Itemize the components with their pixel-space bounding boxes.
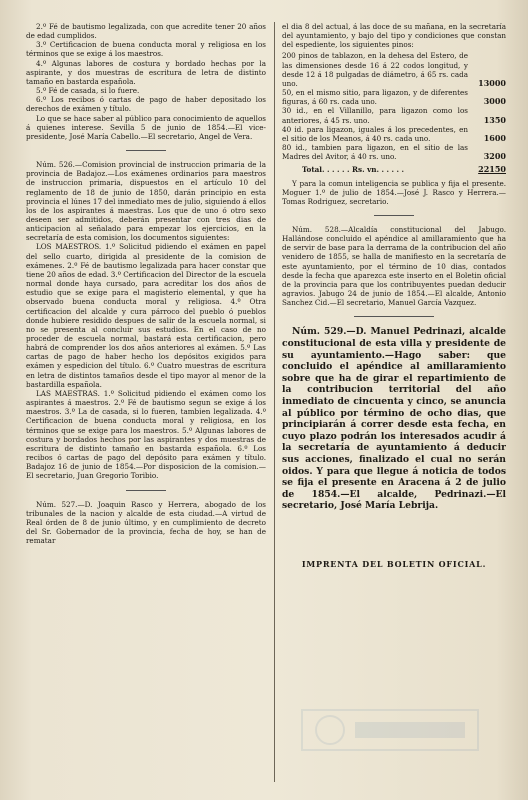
price-description: 30 id., en el Villanillo, para ligazon como los anteriores, á 45 rs. uno. [282,106,468,125]
imprint-line: IMPRENTA DEL BOLETIN OFICIAL. [301,558,487,569]
requirement-4: 4.º Algunas labores de costura y bordado hechas por la aspirante, y dos muestras de escritura de letra de distinto tamaño en bastarda española. [26,58,266,86]
right-column [282,22,506,792]
price-description: 40 id. para ligazon, iguales á los precedentes, en el sitio de los Meanos, á 40 rs. cada uno. [282,124,468,143]
pine-price-table [282,51,506,161]
notice-529: Núm. 529.—D. Manuel Pedrinazi, alcalde constitucional de esta villa y presidente de su ayuntamiento.—Hago saber: que concluido el apéndice al amillaramiento sobre que ha de girar el repartimiento de la contribucion territorial del año inmediato de cincuenta y cinco, se anuncia al público por término de ocho dias, que principiarán á correr desde esta fecha, en cuyo plazo podrán los interesados acudir á la secretaría de ayuntamiento á deducir sus acciones, finalizado el cual no serán oidos. Y para que llegue á noticia de todos se fija el presente en Aracena á 2 de julio de 1854.—El alcalde, Pedrinazi.—El secretario, José María Lebrija. [282,326,506,512]
notice-527-continued: el dia 8 del actual, á las doce de su mañana, en la secretaría del ayuntamiento, y bajo del tipo y condiciones que constan del espediente, los siguientes pinos: [282,22,506,50]
price-description: 200 pinos de tablazon, en la dehesa del Estero, de las dimensiones desde 16 á 22 codos longitud, y desde 12 á 18 pulgadas de diámetro, á 65 rs. cada uno. [282,51,468,88]
notice-528: Núm. 528.—Alcaldía constitucional del Jabugo. Hallándose concluido el apéndice al amillaramiento que ha de servir de base para la derrama de la contribucion del año venidero de 1855, se halla de manifiesto en la secretaría de este ayuntamiento, por el término de 10 dias, contados desde la fecha que aparezca este inserto en el Boletin oficial de la provincia para que los contribuyentes puedan deducir agravios. Jabugo 24 de junio de 1854.—El alcalde, Antonio Sanchez Cid.—El secretario, Manuel García Vazquez. [282,224,506,308]
price-row [282,51,506,88]
price-amount: 1350 [483,114,506,125]
total-row [302,165,506,174]
price-row [282,88,506,106]
price-amount: 3000 [483,96,506,107]
price-amount: 13000 [478,77,506,88]
section-divider [126,490,166,491]
price-description: 50, en el mismo sitio, para ligazon, y de diferentes figuras, á 60 rs. cada uno. [282,88,468,107]
requirement-2: 2.º Fé de bautismo legalizada, con que acredite tener 20 años de edad cumplidos. [26,22,266,41]
section-divider [374,215,414,216]
price-amount: 3200 [483,151,506,162]
price-row [282,143,506,161]
notice-526-intro: Núm. 526.—Comision provincial de instruccion primaria de la provincia de Badajoz.—Los exámenes ordinarios para maestros de instruccion primaria, dispuestos en el artículo 10 del reglamento de 18 de junio de 1850, darán principio en esta provincia el lúnes 17 del inmediato mes de julio, siguiendo á ellos los de los aspirantes á maestras. Los que de uno ó otro sexo deseen ser admitidos, deberán presentar con tres dias de anticipacion al señalado para empezar los ejercicios, en la secretaría de esta comision, los documentos siguientes: [26,160,266,243]
notice-526-maestros: LOS MAESTROS. 1.º Solicitud pidiendo el exámen en papel del sello cuarto, dirigida al presidente de la comision de exámenes. 2.º Fé de bautismo legalizada para hacer constar que tiene 20 años de edad. 3.º Certificacion del Director de la escuela normal donde haya cursado, para acreditar los dos años de estudio que se exige para el magisterio elemental, y que ha observado buena conducta moral y religiosa. 4.º Otra certificacion del alcalde y cura párroco del pueblo ó pueblos donde hubiere residido despues de salir de la escuela normal, si no se presenta al concluir sus estudios. En el caso de no proceder de escuela normal, bastará esta certificacion, pero habrá de comprender los dos años anteriores al exámen. 5.º Las cartas de pago de haber hecho los depósitos exigidos para exámen y espedicion del título. 6.º Cuatro muestras de escritura en letra de distintos tamaños desde el tipo mayor al menor de la bastardilla española. [26,242,266,389]
notice-526-maestras: LAS MAESTRAS. 1.º Solicitud pidiendo el exámen como los aspirantes á maestros. 2.º Fé de bautismo segun se exige á los maestros. 3.º La de casada, si lo fueren, tambien legalizada. 4.º Certificacion de buena conducta moral y religiosa, en los términos que se exige para los maestros. 5.º Algunas labores de costura y bordados hechos por las aspirantes y dos muestras de escritura de distinto tamaño en bastarda española. 6.º Los recibos ó cartas de pago del depósito para exámen y título. Badajoz 16 de junio de 1854.—Por disposicion de la comision.—El secretario, Juan Gregorio Toribio. [26,388,266,481]
requirement-6: 6.º Los recibos ó cartas de pago de haber depositado los derechos de exámen y título. [26,95,266,114]
notice-closing-sevilla: Lo que se hace saber al público para conocimiento de aquellos á quienes interese. Sevilla 5 de junio de 1854.—El vice-presidente, José María Cabello.—El secretario, Angel de Vera. [26,113,266,141]
column-divider [274,22,275,782]
notice-527-intro: Núm. 527.—D. Joaquin Rasco y Herrera, abogado de los tribunales de la nacion y alcalde de esta ciudad.—A virtud de Real órden de 8 de junio último, y en cumplimiento de decreto del Sr. Gobernador de la provincia, fecha de hoy, se han de rematar [26,499,266,546]
requirement-3: 3.º Certificacion de buena conducta moral y religiosa en los términos que se exige á los maestros. [26,40,266,59]
section-divider [354,316,434,317]
price-description: 80 id., tambien para ligazon, en el sitio de las Madres del Avitor, á 40 rs. uno. [282,143,468,162]
left-column [26,22,266,792]
total-amount: 22150 [478,164,506,175]
requirement-5: 5.º Fé de casada, si lo fuere. [36,86,140,96]
notice-527-closing: Y para la comun inteligencia se publica y fija el presente. Moguer 1.º de julio de 1854.—José J. Rasco y Herrera.—Tomas Rodriguez, secretario. [282,178,506,206]
price-row [282,125,506,143]
total-label: Total. . . . . . Rs. vn. . . . . . [302,165,405,175]
price-row [282,106,506,124]
section-divider [126,150,166,151]
price-amount: 1600 [483,132,506,143]
